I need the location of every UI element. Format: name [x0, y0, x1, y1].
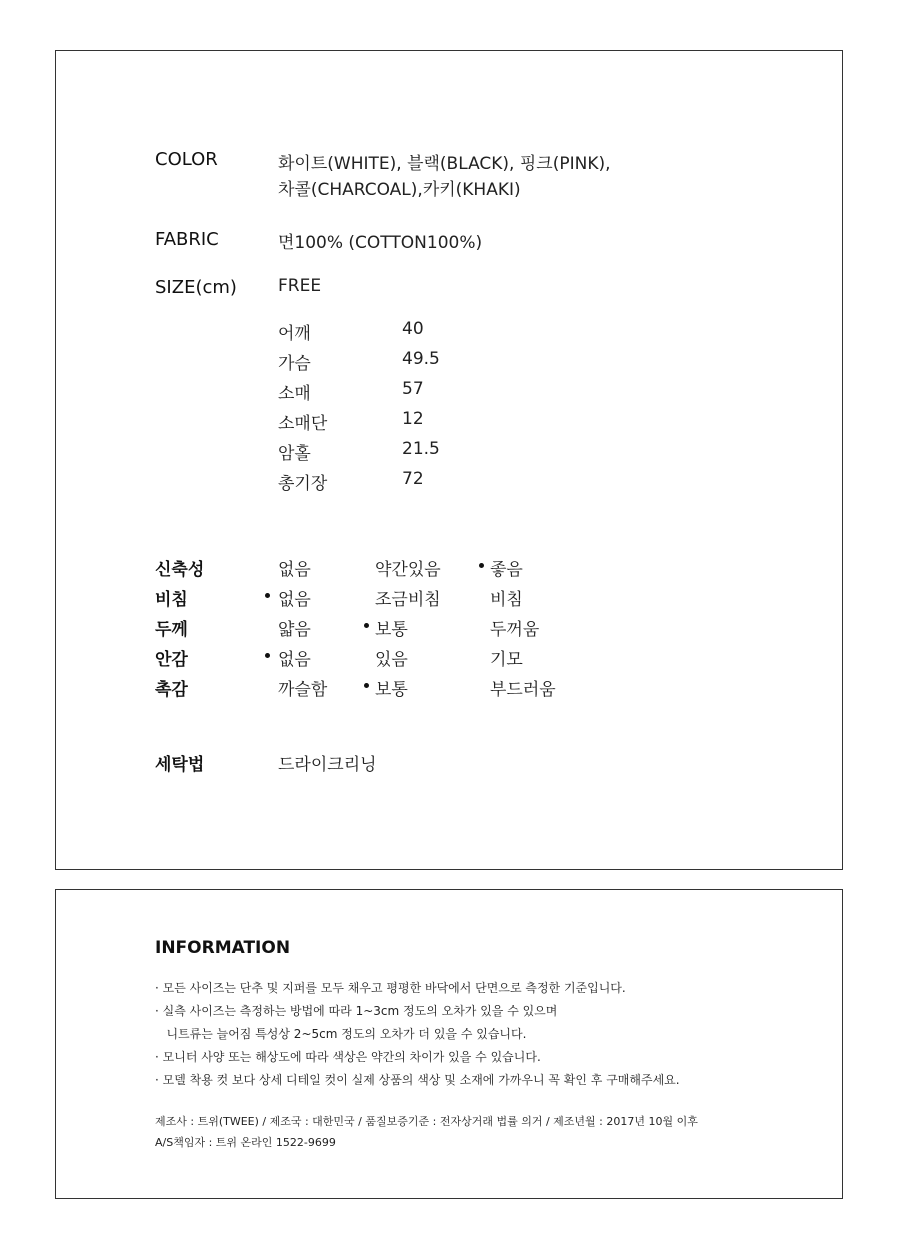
attribute-option: 부드러움	[490, 680, 556, 700]
as-contact-info: A/S책임자 : 트위 온라인 1522-9699	[155, 1136, 336, 1149]
information-note: 니트류는 늘어짐 특성상 2~5cm 정도의 오차가 더 있을 수 있습니다.	[155, 1027, 527, 1041]
attribute-label-lining: 안감	[155, 650, 188, 670]
measurement-name: 소매	[278, 384, 311, 404]
selected-bullet-icon	[364, 683, 369, 688]
size-label: SIZE(cm)	[155, 277, 237, 298]
attribute-option: 기모	[490, 650, 523, 670]
attribute-label-texture: 촉감	[155, 680, 188, 700]
measurement-name: 어깨	[278, 324, 311, 344]
attribute-label-thickness: 두께	[155, 620, 188, 640]
selected-bullet-icon	[265, 653, 270, 658]
information-note: · 실측 사이즈는 측정하는 방법에 따라 1~3cm 정도의 오차가 있을 수 있으며	[155, 1004, 558, 1018]
information-note: · 모든 사이즈는 단추 및 지퍼를 모두 채우고 평평한 바닥에서 단면으로 측정한 기준입니다.	[155, 981, 626, 995]
attribute-option: 얇음	[278, 620, 311, 640]
color-value-line1: 화이트(WHITE), 블랙(BLACK), 핑크(PINK),	[278, 154, 611, 174]
selected-bullet-icon	[364, 623, 369, 628]
washing-value: 드라이크리닝	[278, 755, 377, 775]
attribute-option-selected: 보통	[375, 680, 408, 700]
attribute-label-stretch: 신축성	[155, 560, 205, 580]
attribute-option-selected: 없음	[278, 650, 311, 670]
attribute-label-sheerness: 비침	[155, 590, 188, 610]
attribute-option: 두꺼움	[490, 620, 540, 640]
attribute-option: 있음	[375, 650, 408, 670]
measurement-name: 총기장	[278, 474, 328, 494]
selected-bullet-icon	[479, 563, 484, 568]
measurement-name: 가슴	[278, 354, 311, 374]
measurement-value: 72	[402, 469, 424, 489]
measurement-name: 암홀	[278, 444, 311, 464]
selected-bullet-icon	[265, 593, 270, 598]
fabric-label: FABRIC	[155, 229, 219, 250]
color-value-line2: 차콜(CHARCOAL),카키(KHAKI)	[278, 180, 521, 200]
attribute-option-selected: 없음	[278, 590, 311, 610]
attribute-option: 조금비침	[375, 590, 441, 610]
measurement-name: 소매단	[278, 414, 328, 434]
washing-label: 세탁법	[155, 755, 205, 775]
attribute-option: 약간있음	[375, 560, 441, 580]
attribute-option: 없음	[278, 560, 311, 580]
measurement-value: 21.5	[402, 439, 440, 459]
attribute-option: 비침	[490, 590, 523, 610]
information-note: · 모니터 사양 또는 해상도에 따라 색상은 약간의 차이가 있을 수 있습니다.	[155, 1050, 541, 1064]
fabric-value: 면100% (COTTON100%)	[278, 233, 483, 253]
measurement-value: 57	[402, 379, 424, 399]
attribute-option-selected: 보통	[375, 620, 408, 640]
information-title: INFORMATION	[155, 938, 291, 958]
measurement-value: 40	[402, 319, 424, 339]
attribute-option-selected: 좋음	[490, 560, 523, 580]
measurement-value: 12	[402, 409, 424, 429]
color-label: COLOR	[155, 149, 218, 170]
information-note: · 모델 착용 컷 보다 상세 디테일 컷이 실제 상품의 색상 및 소재에 가까우니 꼭 확인 후 구매해주세요.	[155, 1073, 680, 1087]
measurement-value: 49.5	[402, 349, 440, 369]
size-value: FREE	[278, 276, 322, 296]
manufacturer-info: 제조사 : 트위(TWEE) / 제조국 : 대한민국 / 품질보증기준 : 전자상거래 법률 의거 / 제조년월 : 2017년 10월 이후	[155, 1115, 698, 1128]
attribute-option: 까슬함	[278, 680, 328, 700]
